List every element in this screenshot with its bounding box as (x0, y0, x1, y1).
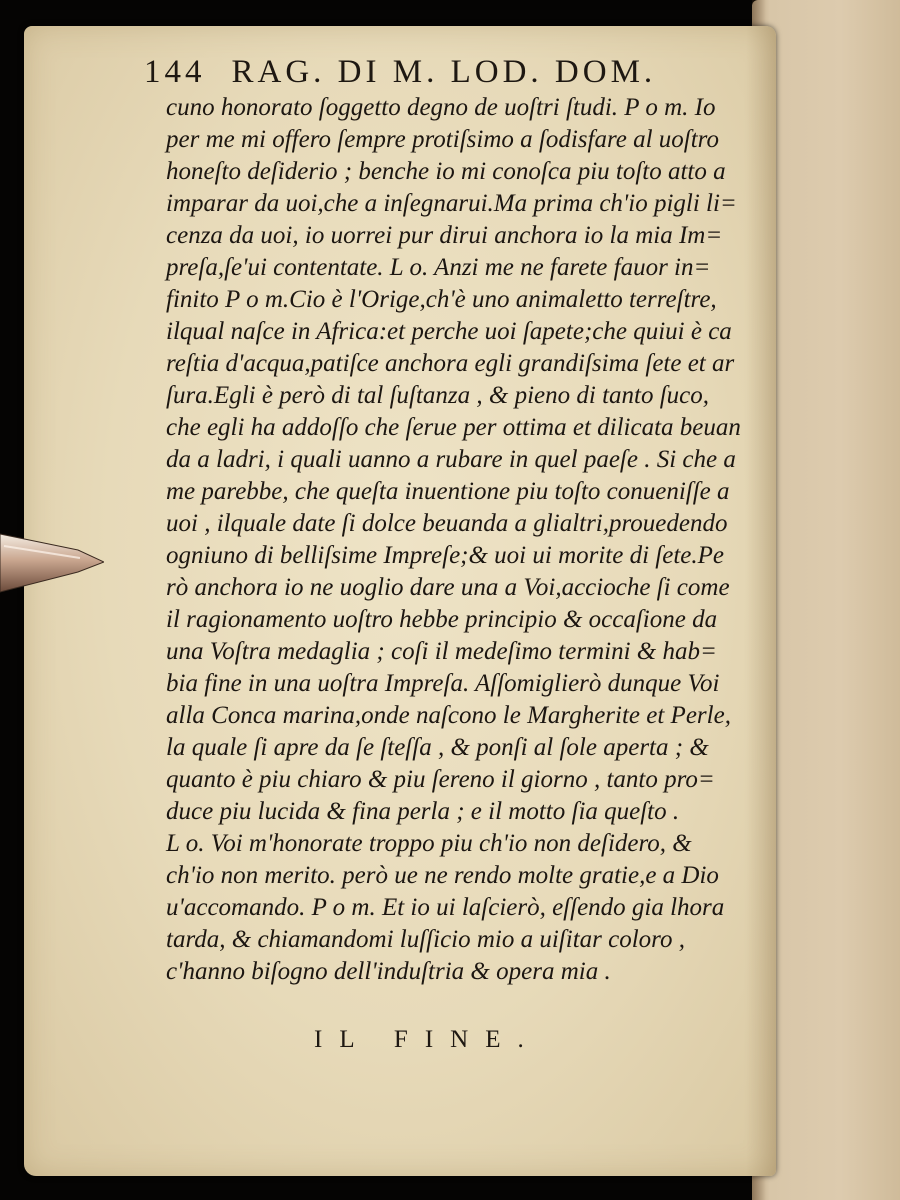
text-line: quanto è piu chiaro & piu ſereno il giorno , tanto pro= (166, 766, 715, 793)
text-line: il ragionamento uoſtro hebbe principio & occaſione da (166, 606, 718, 633)
text-line: rò anchora io ne uoglio dare una a Voi,accioche ſi come (166, 574, 730, 601)
text-line: me parebbe, che queſta inuentione piu toſto conueniſſe a (166, 478, 730, 505)
text-line: la quale ſi apre da ſe ſteſſa , & ponſi al ſole aperta ; & (166, 734, 709, 761)
page-text (166, 92, 756, 988)
text-line: c'hanno biſogno dell'induſtria & opera mia . (166, 958, 611, 985)
text-line: cenza da uoi, io uorrei pur dirui anchora io la mia Im= (166, 222, 723, 249)
text-line: che egli ha addoſſo che ſerue per ottima et dilicata beuan (166, 414, 741, 441)
text-line: honeſto deſiderio ; benche io mi conoſca piu toſto atto a (166, 158, 726, 185)
book-page (24, 26, 776, 1176)
text-line: una Voſtra medaglia ; coſi il medeſimo termini & hab= (166, 638, 717, 665)
text-line: ilqual naſce in Africa:et perche uoi ſapete;che quiui è ca (166, 318, 732, 345)
pen-pointer-icon (0, 528, 104, 598)
page-number: 144 (144, 54, 206, 90)
text-line: tarda, & chiamandomi luſſicio mio a uiſitar coloro , (166, 926, 685, 953)
running-head: RAG. DI M. LOD. DOM. (231, 54, 657, 90)
page-header (144, 54, 656, 91)
text-line: reſtia d'acqua,patiſce anchora egli grandiſsima ſete et ar (166, 350, 735, 377)
text-line: ch'io non merito. però ue ne rendo molte gratie,e a Dio (166, 862, 719, 889)
text-line: da a ladri, i quali uanno a rubare in quel paeſe . Si che a (166, 446, 736, 473)
text-line: alla Conca marina,onde naſcono le Margherite et Perle, (166, 702, 731, 729)
text-line: duce piu lucida & fina perla ; e il motto ſia queſto . (166, 798, 680, 825)
text-line: cuno honorato ſoggetto degno de uoſtri ſtudi. P o m. Io (166, 94, 716, 121)
text-line: finito P o m.Cio è l'Orige,ch'è uno animaletto terreſtre, (166, 286, 717, 313)
text-line: per me mi offero ſempre protiſsimo a ſodisfare al uoſtro (166, 126, 719, 153)
text-line: uoi , ilquale date ſi dolce beuanda a glialtri,prouedendo (166, 510, 728, 537)
text-line: imparar da uoi,che a inſegnarui.Ma prima ch'io pigli li= (166, 190, 737, 217)
text-line: preſa,ſe'ui contentate. L o. Anzi me ne farete fauor in= (166, 254, 711, 281)
text-line: bia fine in una uoſtra Impreſa. Aſſomiglierò dunque Voi (166, 670, 720, 697)
text-line: ogniuno di belliſsime Impreſe;& uoi ui morite di ſete.Pe (166, 542, 724, 569)
text-line: ſura.Egli è però di tal ſuſtanza , & pieno di tanto ſuco, (166, 382, 710, 409)
text-line: L o. Voi m'honorate troppo piu ch'io non deſidero, & (166, 830, 692, 857)
text-line: u'accomando. P o m. Et io ui laſcierò, eſſendo gia lhora (166, 894, 725, 921)
finis-colophon: IL FINE. (314, 1026, 541, 1053)
